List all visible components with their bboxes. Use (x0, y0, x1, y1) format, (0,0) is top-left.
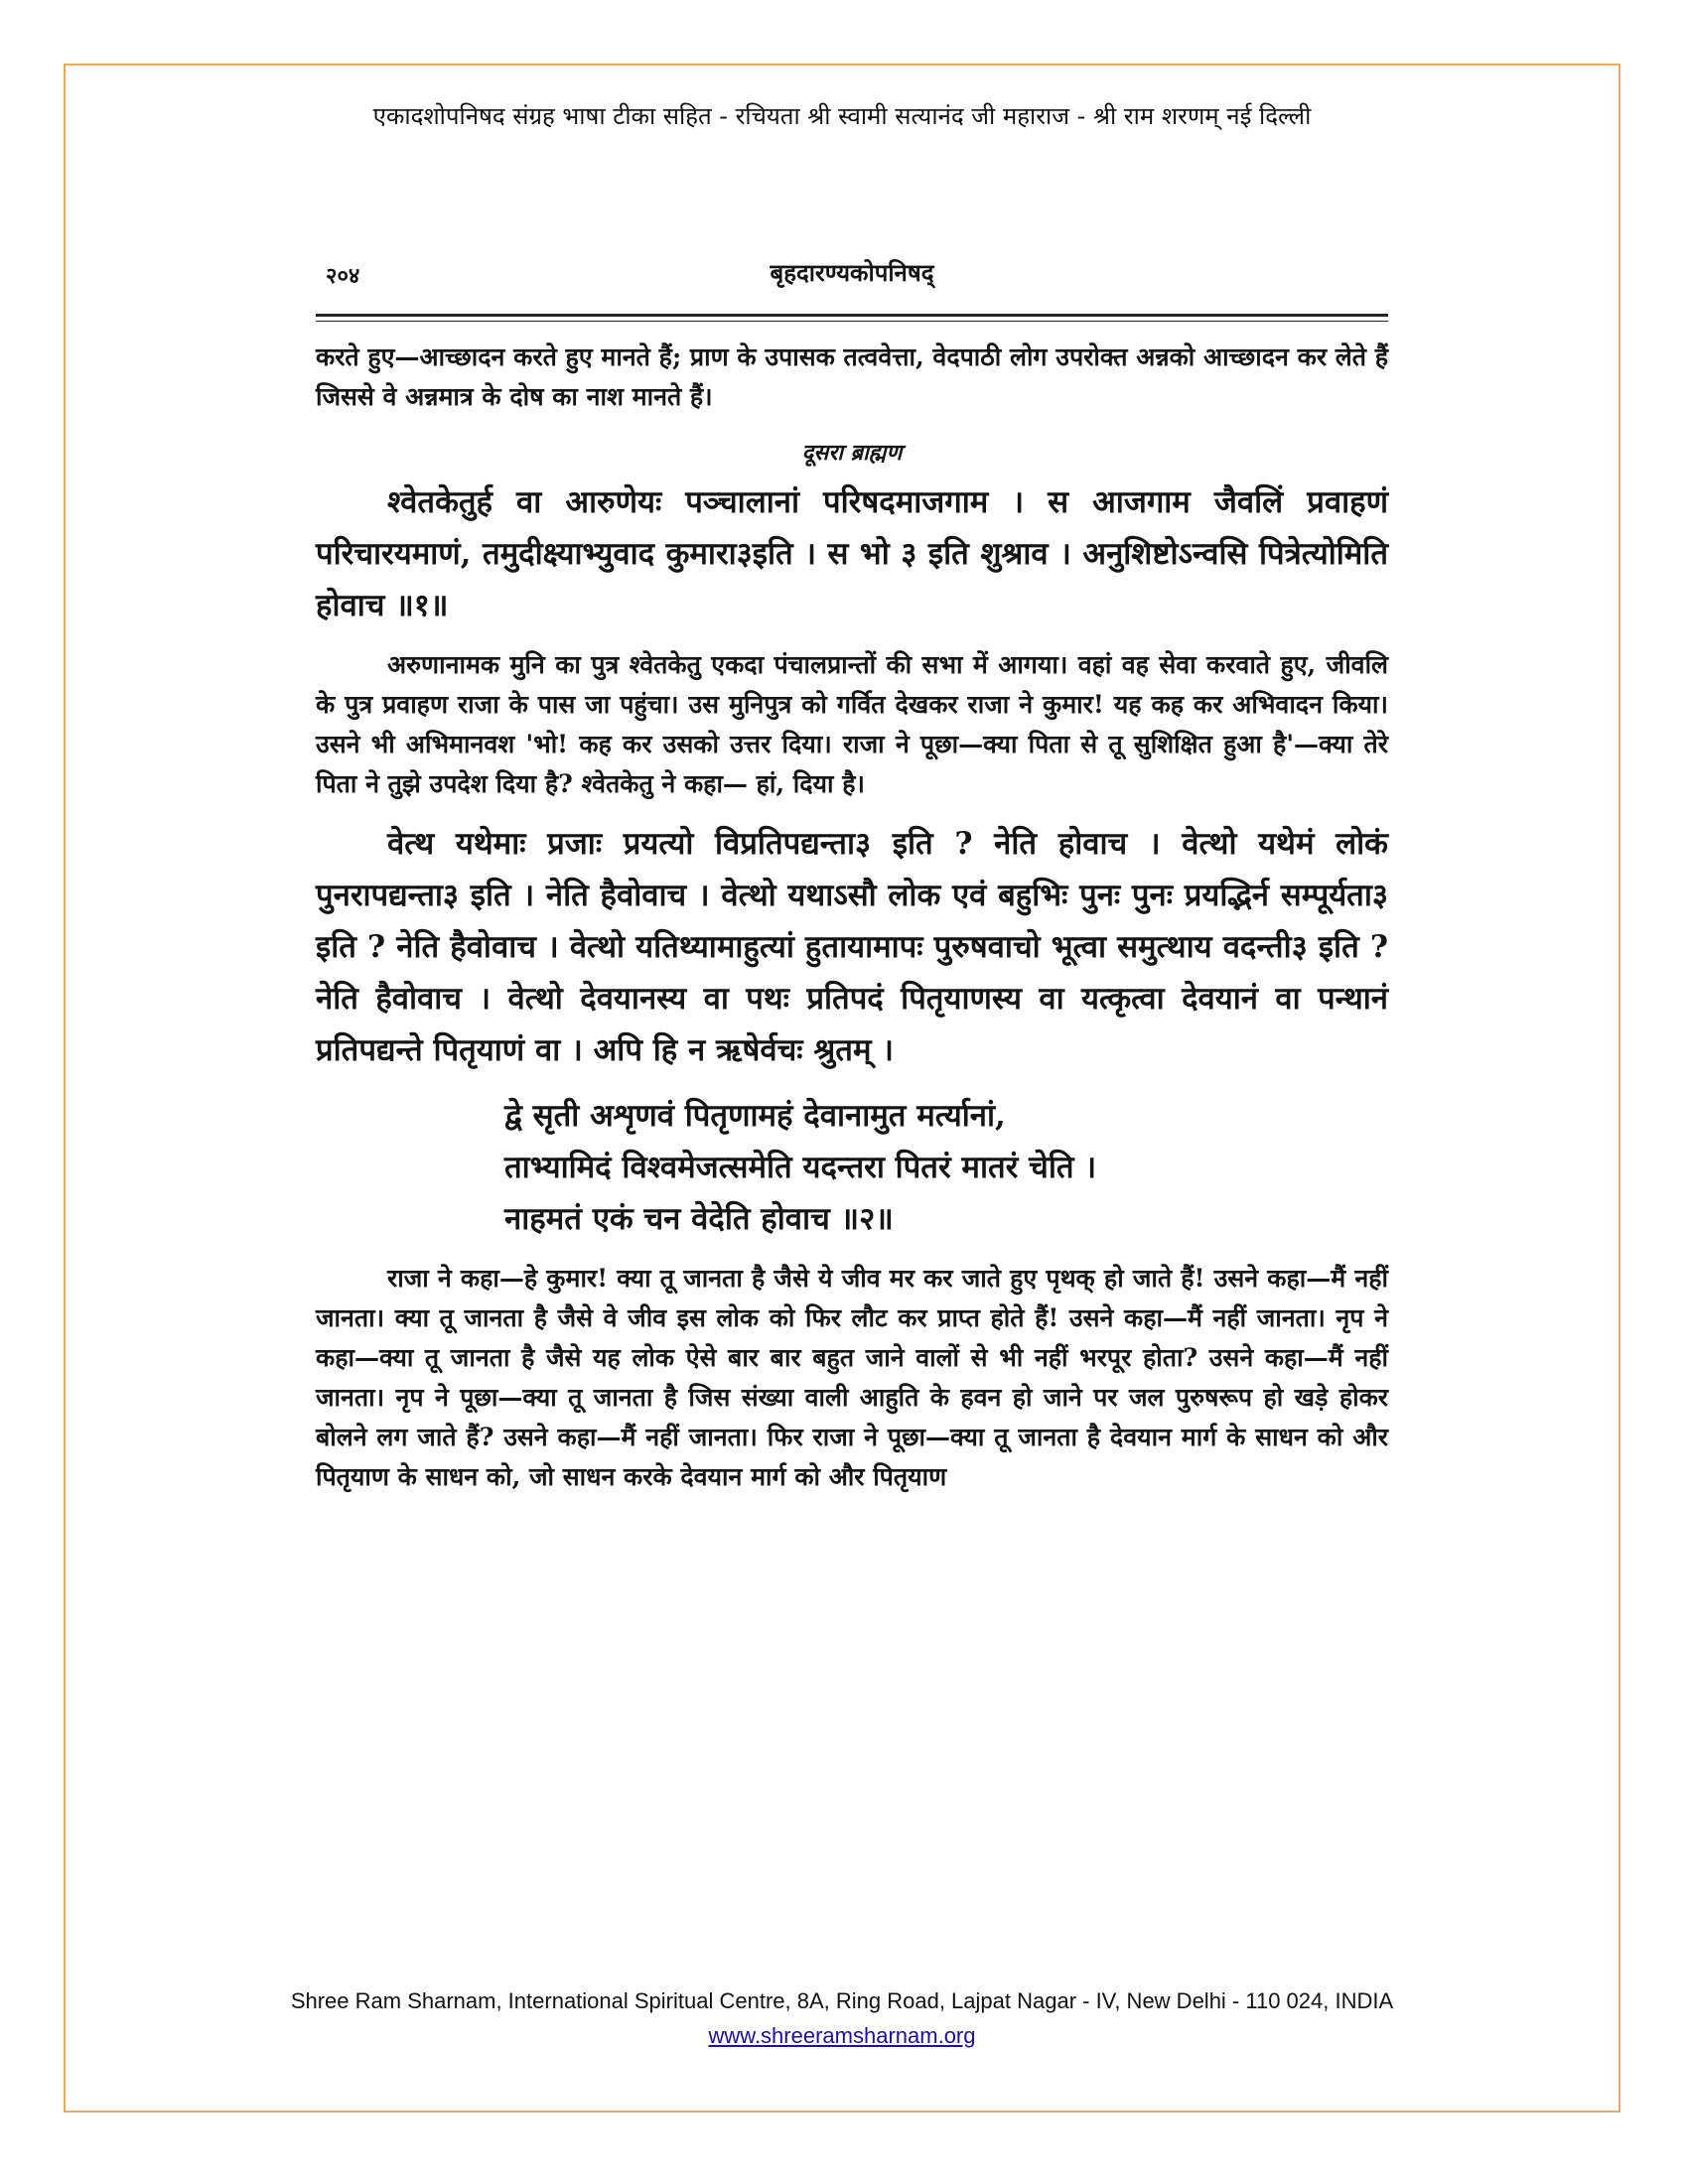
running-head (316, 246, 1388, 306)
running-title: बृहदारण्यकोपनिषद् (770, 258, 934, 287)
scanned-page (316, 246, 1388, 1954)
double-rule-bottom (316, 321, 1388, 322)
section-heading: दूसरा ब्राह्मण (801, 440, 903, 466)
sanskrit-mantra-2: वेत्थ यथेमाः प्रजाः प्रयत्यो विप्रतिपद्यन्ता३ इति ? नेति होवाच । वेत्थो यथेमं लोकं पुनरापद्यन्ता३ इति । नेति हैवोवाच । वेत्थो यथाऽसौ लोक एवं बहुभिः पुनः पुनः प्रयद्भिर्न सम्पूर्यता३ इति ? नेति हैवोवाच । वेत्थो यतिथ्यामाहुत्यां हुतायामापः पुरुषवाचो भूत्वा समुत्थाय वदन्ती३ इति ? नेति हैवोवाच । वेत्थो देवयानस्य वा पथः प्रतिपदं पितृयाणस्य वा यत्कृत्वा देवयानं वा पन्थानं प्रतिपद्यन्ते पितृयाणं वा । अपि हि न ऋषेर्वचः श्रुतम् । (316, 826, 1388, 1068)
hindi-commentary-2: राजा ने कहा—हे कुमार! क्या तू जानता है जैसे ये जीव मर कर जाते हुए पृथक् हो जाते हैं! उसने कहा—मैं नहीं जानता। क्या तू जानता है जैसे वे जीव इस लोक को फिर लौट कर प्राप्त होते हैं! उसने कहा—मैं नहीं जानता। नृप ने कहा—क्या तू जानता है जैसे यह लोक ऐसे बार बार बहुत जाने वालों से भी नहीं भरपूर होता? उसने कहा—मैं नहीं जानता। नृप ने पूछा—क्या तू जानता है जिस संख्या वाली आहुति के हवन हो जाने पर जल पुरुषरूप हो खड़े होकर बोलने लग जाते हैं? उसने कहा—मैं नहीं जानता। फिर राजा ने पूछा—क्या तू जानता है देवयान मार्ग के साधन को और पितृयाण के साधन को, जो साधन करके देवयान मार्ग को और पितृयाण (316, 1264, 1388, 1491)
verse-line: द्वे सृती अशृणवं पितृणामहं देवानामुत मर्त्यानां, (504, 1098, 1006, 1134)
verse-line: नाहमतं एकं चन वेदेति होवाच ॥२॥ (504, 1201, 894, 1237)
sanskrit-mantra-1: श्वेतकेतुर्ह वा आरुणेयः पञ्चालानां परिषदमाजगाम । स आजगाम जैवलिं प्रवाहणं परिचारयमाणं, तमुदीक्ष्याभ्युवाद कुमारा३इति । स भो ३ इति शुश्राव । अनुशिष्टोऽन्वसि पित्रेत्योमिति होवाच ॥१॥ (316, 484, 1388, 623)
intro-paragraph: करते हुए—आच्छादन करते हुए मानते हैं; प्राण के उपासक तत्ववेत्ता, वेदपाठी लोग उपरोक्त अन्नको आच्छादन कर लेते हैं जिससे वे अन्नमात्र के दोष का नाश मानते हैं। (316, 342, 1388, 411)
footer-address: Shree Ram Sharnam, International Spiritual Centre, 8A, Ring Road, Lajpat Nagar - IV, New Delhi - 110 024, INDIA (290, 1988, 1394, 2013)
verse-line: ताभ्यामिदं विश्वमेजत्समेति यदन्तरा पितरं मातरं चेति । (504, 1150, 1097, 1185)
hindi-commentary-1: अरुणानामक मुनि का पुत्र श्वेतकेतु एकदा पंचालप्रान्तों की सभा में आगया। वहां वह सेवा करवाते हुए, जीवलि के पुत्र प्रवाहण राजा के पास जा पहुंचा। उस मुनिपुत्र को गर्वित देखकर राजा ने कुमार! यह कह कर अभिवादन किया। उसने भी अभिमानवश 'भो! कह कर उसको उत्तर दिया। राजा ने पूछा—क्या पिता से तू सुशिक्षित हुआ है'—क्या तेरे पिता ने तुझे उपदेश दिया है? श्वेतकेतु ने कहा— हां, दिया है। (316, 650, 1388, 798)
footer-website (64, 2023, 1620, 2049)
page-header-title: एकादशोपनिषद संग्रह भाषा टीका सहित - रचियता श्री स्वामी सत्यानंद जी महाराज - श्री राम शरणम् नई दिल्ली (372, 102, 1312, 130)
page-number: २०४ (326, 263, 360, 289)
website-link[interactable]: www.shreeramsharnam.org (708, 2023, 976, 2048)
verse-block (504, 1090, 1388, 1245)
double-rule-top (316, 314, 1388, 317)
